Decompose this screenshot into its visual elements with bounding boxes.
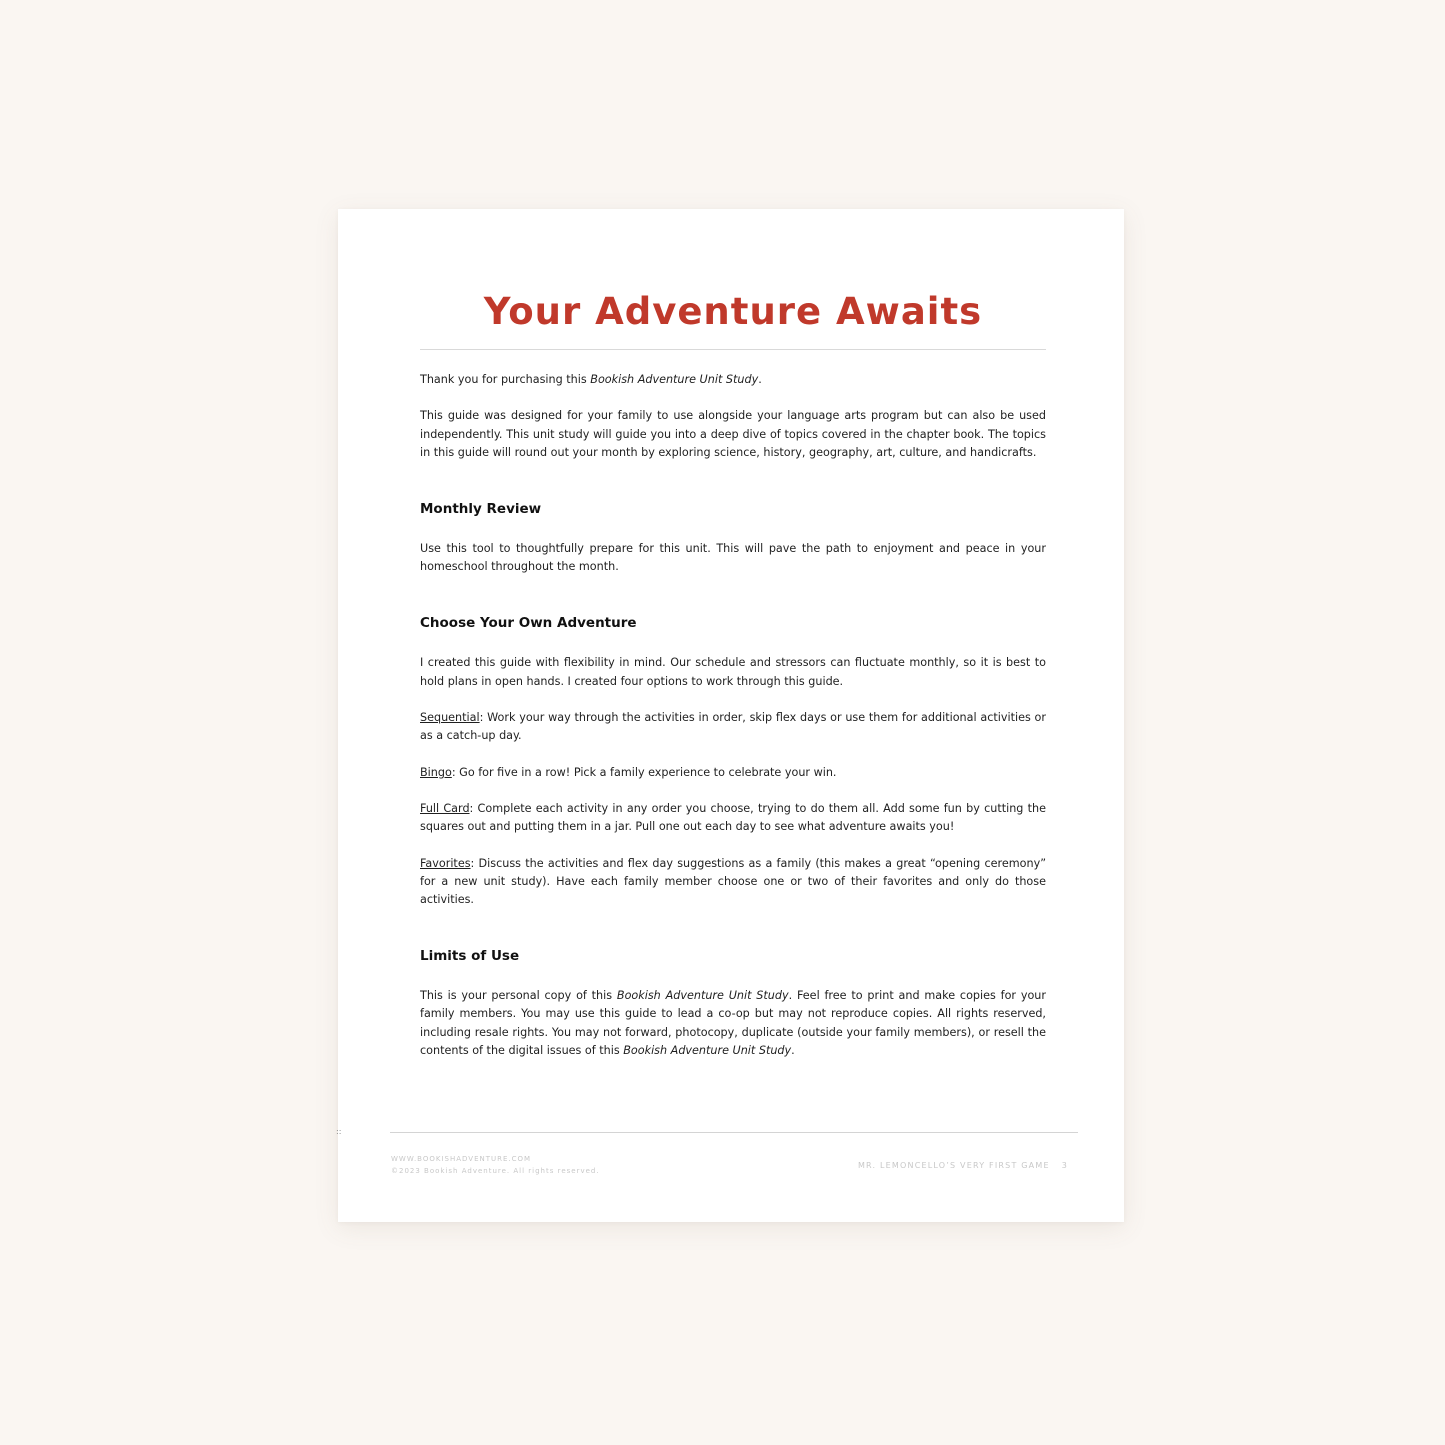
limits-part: This is your personal copy of this (420, 989, 617, 1003)
option-label: Sequential (420, 711, 480, 724)
footer-right (858, 1161, 1068, 1170)
limits-italic-title: Bookish Adventure Unit Study (623, 1043, 792, 1057)
intro-punct: . (758, 373, 762, 386)
option-text: : Work your way through the activities in order, skip flex days or use them for additional activities or as a catch-up day. (420, 711, 1046, 743)
option-label: Bingo (420, 765, 452, 779)
footer-website: WWW.BOOKISHADVENTURE.COM (391, 1155, 532, 1163)
title-divider (420, 349, 1046, 350)
intro-paragraph-2: This guide was designed for your family to use alongside your language arts program but can also be used independently. This unit study will guide you into a deep dive of topics covered in the chapter book. The topics in this guide will round out your month by exploring science, history, geography, art, culture, and handicrafts. (420, 409, 1046, 459)
limits-part: . Feel free to print and make copies for your family members. You may use this guide to lead a co-op but may not reproduce copies. All rights reserved, including resale rights. You may not forward, photocopy, duplicate (outside your family members), or resell the contents of the digital issues of this (420, 989, 1047, 1057)
footer-divider (390, 1132, 1078, 1133)
monthly-review-heading: Monthly Review (420, 501, 542, 517)
option-label: Favorites (420, 856, 471, 870)
limits-italic-title: Bookish Adventure Unit Study (616, 989, 789, 1003)
choose-adventure-intro: I created this guide with flexibility in mind. Our schedule and stressors can fluctuate monthly, so it is best to hold plans in open hands. I created four options to work through this guide. (420, 656, 1046, 688)
page-number: 3 (1061, 1161, 1068, 1170)
limits-part: . (791, 1043, 795, 1057)
footer-copyright: ©2023 Bookish Adventure. All rights reserved. (391, 1167, 600, 1175)
footer-book-title: MR. LEMONCELLO’S VERY FIRST GAME (857, 1161, 1050, 1170)
option-favorites (420, 855, 1046, 910)
limits-heading: Limits of Use (420, 948, 520, 965)
intro-italic-title: Bookish Adventure Unit Study (590, 373, 759, 386)
choose-adventure-heading: Choose Your Own Adventure (420, 615, 637, 632)
option-full-card (420, 800, 1046, 836)
document-page (338, 209, 1124, 1222)
option-sequential (420, 709, 1046, 745)
page-title: Your Adventure Awaits (483, 290, 983, 333)
crop-marks: :: (336, 1127, 342, 1136)
intro-text: Thank you for purchasing this (420, 373, 591, 386)
body-text (420, 371, 1046, 1078)
option-text: : Go for five in a row! Pick a family experience to celebrate your win. (451, 765, 837, 779)
monthly-review-text: Use this tool to thoughtfully prepare for this unit. This will pave the path to enjoyment and peace in your homeschool throughout the month. (420, 542, 1046, 574)
intro-paragraph-1 (420, 371, 1046, 389)
option-text: : Discuss the activities and flex day suggestions as a family (this makes a great “opening ceremony” for a new unit study). Have each family member choose one or two of their favorites and only do those activities. (420, 856, 1046, 906)
footer-left (391, 1153, 600, 1177)
limits-text (420, 987, 1046, 1060)
option-bingo (420, 764, 1046, 782)
option-label: Full Card (420, 801, 470, 815)
option-text: : Complete each activity in any order you choose, trying to do them all. Add some fun by cutting the squares out and putting them in a jar. Pull one out each day to see what adventure awaits you! (420, 801, 1046, 834)
